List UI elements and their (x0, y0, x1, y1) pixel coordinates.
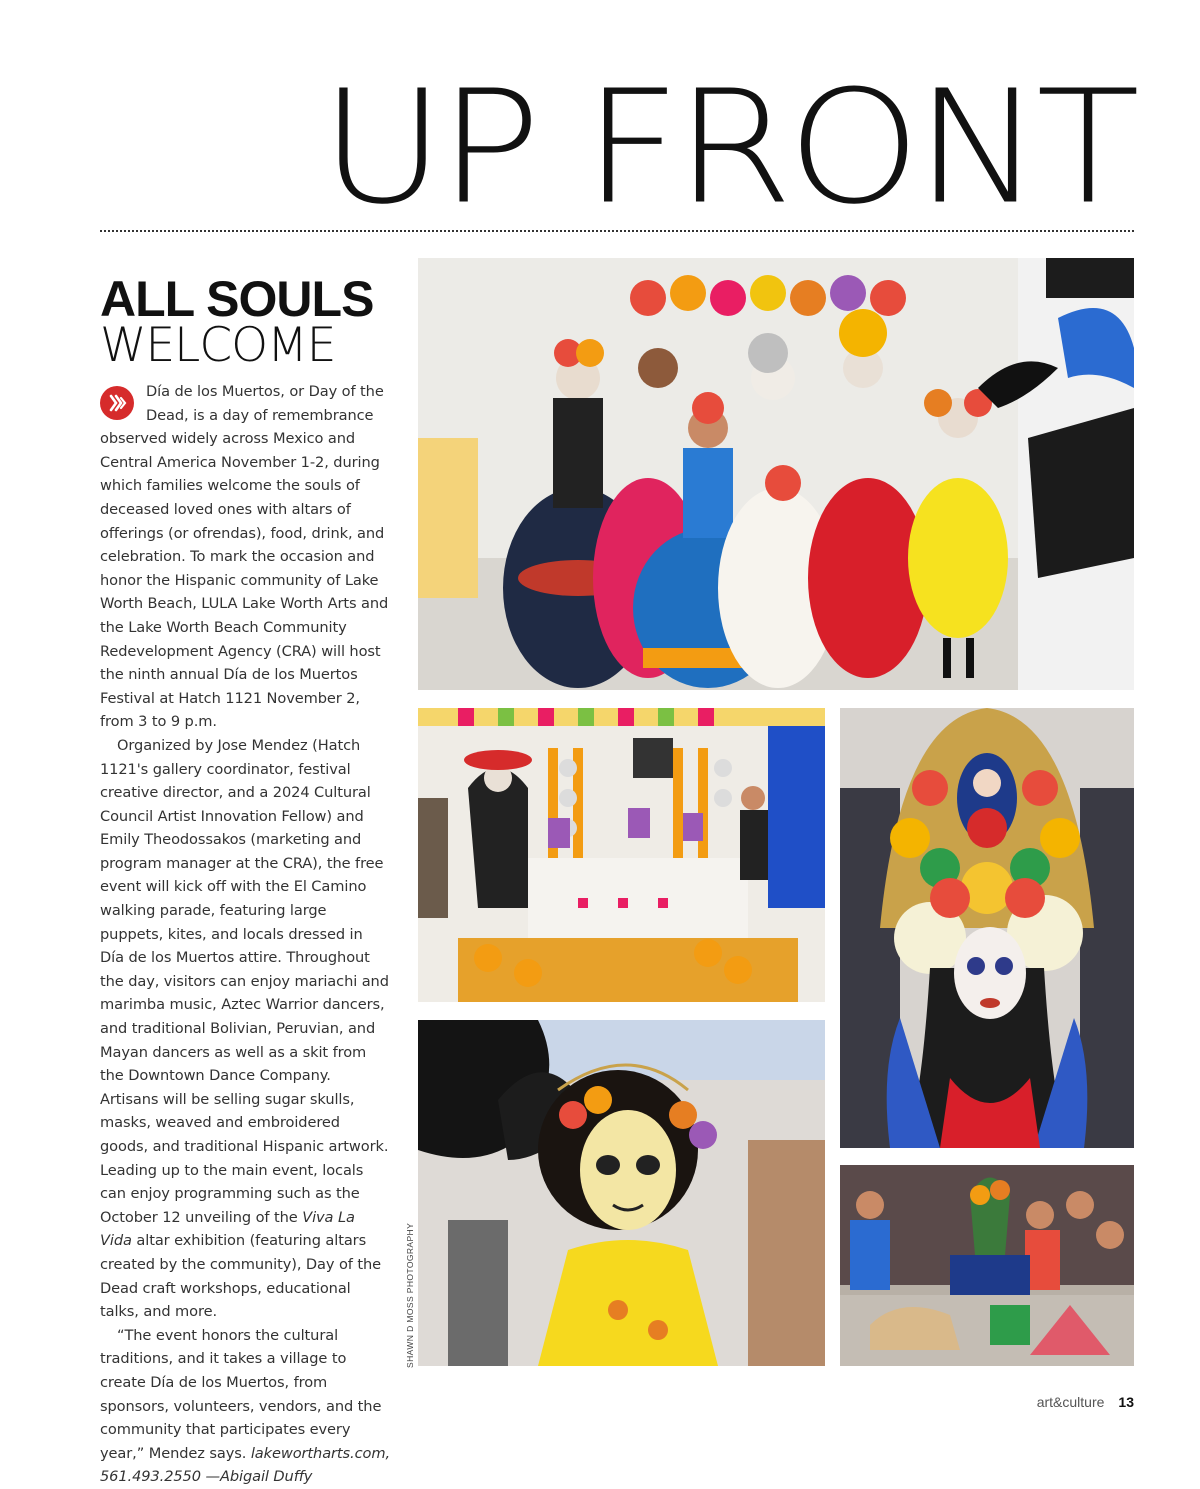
dotted-divider (100, 230, 1134, 232)
page-footer (1037, 1394, 1134, 1410)
page-number: 13 (1118, 1394, 1134, 1410)
article-paragraph-1: Día de los Muertos, or Day of the Dead, is a day of remembrance observed widely across Mexico and Central America November 1-2, during which families welcome the souls of deceased loved ones with altars of offerings (or ofrendas), food, drink, and celebration. To mark the occasion and honor the Hispanic community of Lake Worth Beach, LULA Lake Worth Arts and the Lake Worth Beach Community Redevelopment Agency (CRA) will host the ninth annual Día de los Muertos Festival at Hatch 1121 November 2, from 3 to 9 p.m. (100, 383, 389, 731)
article-paragraph-2: Organized by Jose Mendez (Hatch 1121's gallery coordinator, festival creative director, and a 2024 Cultural Council Artist Innovation Fellow) and Emily Theodossakos (marketing and program manager at the CRA), the free event will kick off with the El Camino walking parade, featuring large puppets, kites, and locals dressed in Día de los Muertos attire. Throughout the day, visitors can enjoy mariachi and marimba music, Aztec Warrior dancers, and traditional Bolivian, Peruvian, and Mayan dancers as well as a skit from the Downtown Dance Company. Artisans will be selling sugar skulls, masks, weaved and embroidered goods, and traditional Hispanic artwork. Leading up to the main event, locals can enjoy programming such as the October 12 unveiling of the Viva La Vida altar exhibition (featuring altars created by the community), Day of the Dead craft workshops, educational talks, and more. (100, 736, 389, 1321)
photo-headdress-portrait (840, 708, 1134, 1148)
lula-logo-icon (100, 386, 134, 420)
photo-altar (418, 708, 825, 1002)
headline-line-2: WELCOME (100, 318, 336, 373)
footer-section-label: art&culture (1036, 1394, 1105, 1410)
article-signoff: lakewortharts.com, 561.493.2550 —Abigail Duffy (100, 1444, 391, 1486)
section-title: UP FRONT (320, 57, 1134, 240)
photo-girl-skull-makeup (418, 1020, 825, 1366)
photo-group-costumes (418, 258, 1134, 690)
article-paragraph-3: “The event honors the cultural traditions, and it takes a village to create Día de los Muertos, from sponsors, volunteers, vendors, and the community that participates every year,” Mendez says. lakewortharts.com, 561.493.2550 —Abigail Duffy (100, 1326, 391, 1486)
headline (100, 271, 400, 373)
photo-credit: SHAWN D MOSS PHOTOGRAPHY (405, 1222, 415, 1368)
article-body (100, 380, 390, 1489)
photo-ofrenda-detail (840, 1165, 1134, 1366)
headline-line-1: ALL SOULS (100, 271, 374, 327)
